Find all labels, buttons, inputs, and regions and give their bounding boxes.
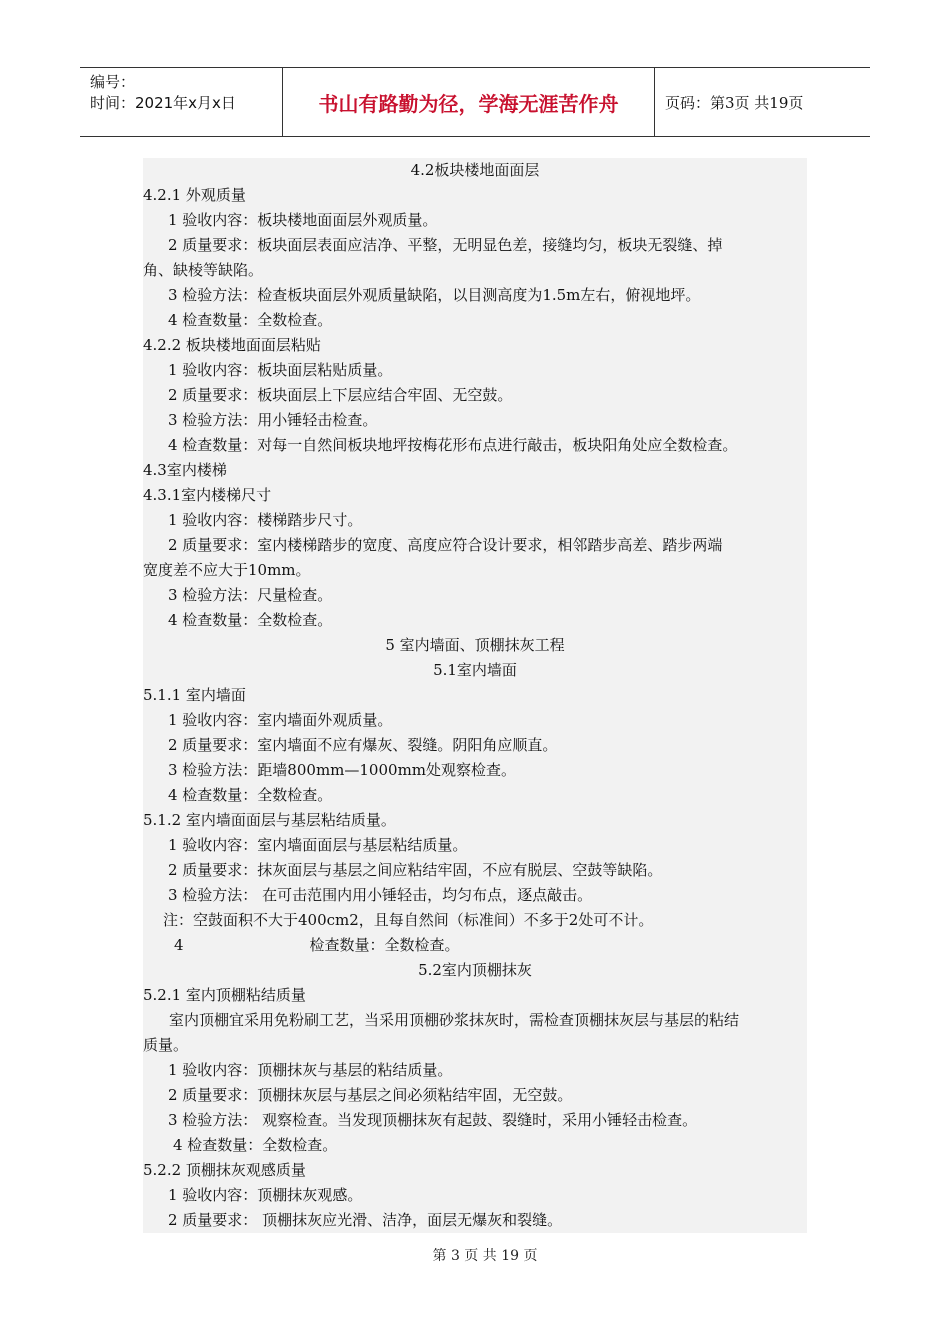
text-line: 2 质量要求：板块面层表面应洁净、平整，无明显色差，接缝均匀，板块无裂缝、掉: [168, 236, 723, 254]
text-line: 1 验收内容：顶棚抹灰与基层的粘结质量。: [168, 1061, 453, 1079]
text-line: 1 验收内容：板块面层粘贴质量。: [168, 361, 393, 379]
text-line: 3 检验方法：用小锤轻击检查。: [168, 411, 378, 429]
text-line: 5.1.2 室内墙面面层与基层粘结质量。: [143, 811, 396, 829]
text-line: 5.2室内顶棚抹灰: [418, 961, 532, 979]
header-motto: 书山有路勤为径，学海无涯苦作舟: [283, 68, 655, 136]
page-header: [80, 67, 870, 137]
text-line: 角、缺棱等缺陷。: [143, 261, 264, 279]
text-line: 2 质量要求：顶棚抹灰层与基层之间必须粘结牢固，无空鼓。: [168, 1086, 573, 1104]
time-label: 时间：2021年x月x日: [90, 94, 236, 112]
text-line: 1 验收内容：顶棚抹灰观感。: [168, 1186, 363, 1204]
text-line: 4.2板块楼地面面层: [410, 161, 540, 179]
text-line: 3 检验方法：尺量检查。: [168, 586, 333, 604]
text-line: 1 验收内容：楼梯踏步尺寸。: [168, 511, 363, 529]
text-line: 室内顶棚宜采用免粉刷工艺，当采用顶棚砂浆抹灰时，需检查顶棚抹灰层与基层的粘结: [169, 1011, 740, 1029]
text-line: 宽度差不应大于10mm。: [143, 561, 311, 579]
text-line: 4 检查数量：全数检查。: [173, 1136, 338, 1154]
page-footer: 第 3 页 共 19 页: [432, 1248, 538, 1264]
text-line: 质量。: [143, 1036, 189, 1054]
header-page-label: 页码：第3页 共19页: [665, 93, 804, 112]
text-line: 5.2.1 室内顶棚粘结质量: [143, 986, 306, 1004]
item-text: 检查数量：全数检查。: [309, 936, 460, 954]
text-line: 3 检验方法： 观察检查。当发现顶棚抹灰有起鼓、裂缝时，采用小锤轻击检查。: [168, 1111, 698, 1129]
item-number: 4: [174, 936, 184, 954]
header-meta: [80, 68, 283, 136]
text-line: 4.2.1 外观质量: [143, 186, 246, 204]
text-line: 2 质量要求：室内楼梯踏步的宽度、高度应符合设计要求，相邻踏步高差、踏步两端: [168, 536, 723, 554]
text-line: 4.2.2 板块楼地面面层粘贴: [143, 336, 321, 354]
text-line: 5 室内墙面、顶棚抹灰工程: [385, 636, 565, 654]
text-line: 注：空鼓面积不大于400cm2，且每自然间（标准间）不多于2处可不计。: [163, 911, 654, 929]
text-line: 4 检查数量：全数检查。: [168, 786, 333, 804]
text-line: 5.2.2 顶棚抹灰观感质量: [143, 1161, 306, 1179]
text-line: 4 检查数量：对每一自然间板块地坪按梅花形布点进行敲击，板块阳角处应全数检查。: [168, 436, 738, 454]
text-line: 5.1室内墙面: [433, 661, 517, 679]
serial-label: 编号：: [90, 73, 136, 91]
text-line: 4.3室内楼梯: [143, 461, 227, 479]
text-line: 2 质量要求：抹灰面层与基层之间应粘结牢固，不应有脱层、空鼓等缺陷。: [168, 861, 663, 879]
text-line: 3 检验方法：距墙800mm—1000mm处观察检查。: [168, 761, 517, 779]
document-body: [143, 158, 807, 1233]
text-line: 1 验收内容：板块楼地面面层外观质量。: [168, 211, 438, 229]
text-line: 2 质量要求：室内墙面不应有爆灰、裂缝。阴阳角应顺直。: [168, 736, 558, 754]
text-line: 4 检查数量：全数检查。: [168, 311, 333, 329]
text-line: 1 验收内容：室内墙面外观质量。: [168, 711, 393, 729]
text-line: 2 质量要求：板块面层上下层应结合牢固、无空鼓。: [168, 386, 513, 404]
text-line: [143, 933, 807, 958]
text-line: 1 验收内容：室内墙面面层与基层粘结质量。: [168, 836, 468, 854]
text-line: 4.3.1室内楼梯尺寸: [143, 486, 272, 504]
text-line: 4 检查数量：全数检查。: [168, 611, 333, 629]
text-line: 5.1.1 室内墙面: [143, 686, 246, 704]
text-line: 2 质量要求： 顶棚抹灰应光滑、洁净，面层无爆灰和裂缝。: [168, 1211, 563, 1229]
text-line: 3 检验方法：检查板块面层外观质量缺陷，以目测高度为1.5m左右，俯视地坪。: [168, 286, 701, 304]
text-line: 3 检验方法： 在可击范围内用小锤轻击，均匀布点，逐点敲击。: [168, 886, 593, 904]
